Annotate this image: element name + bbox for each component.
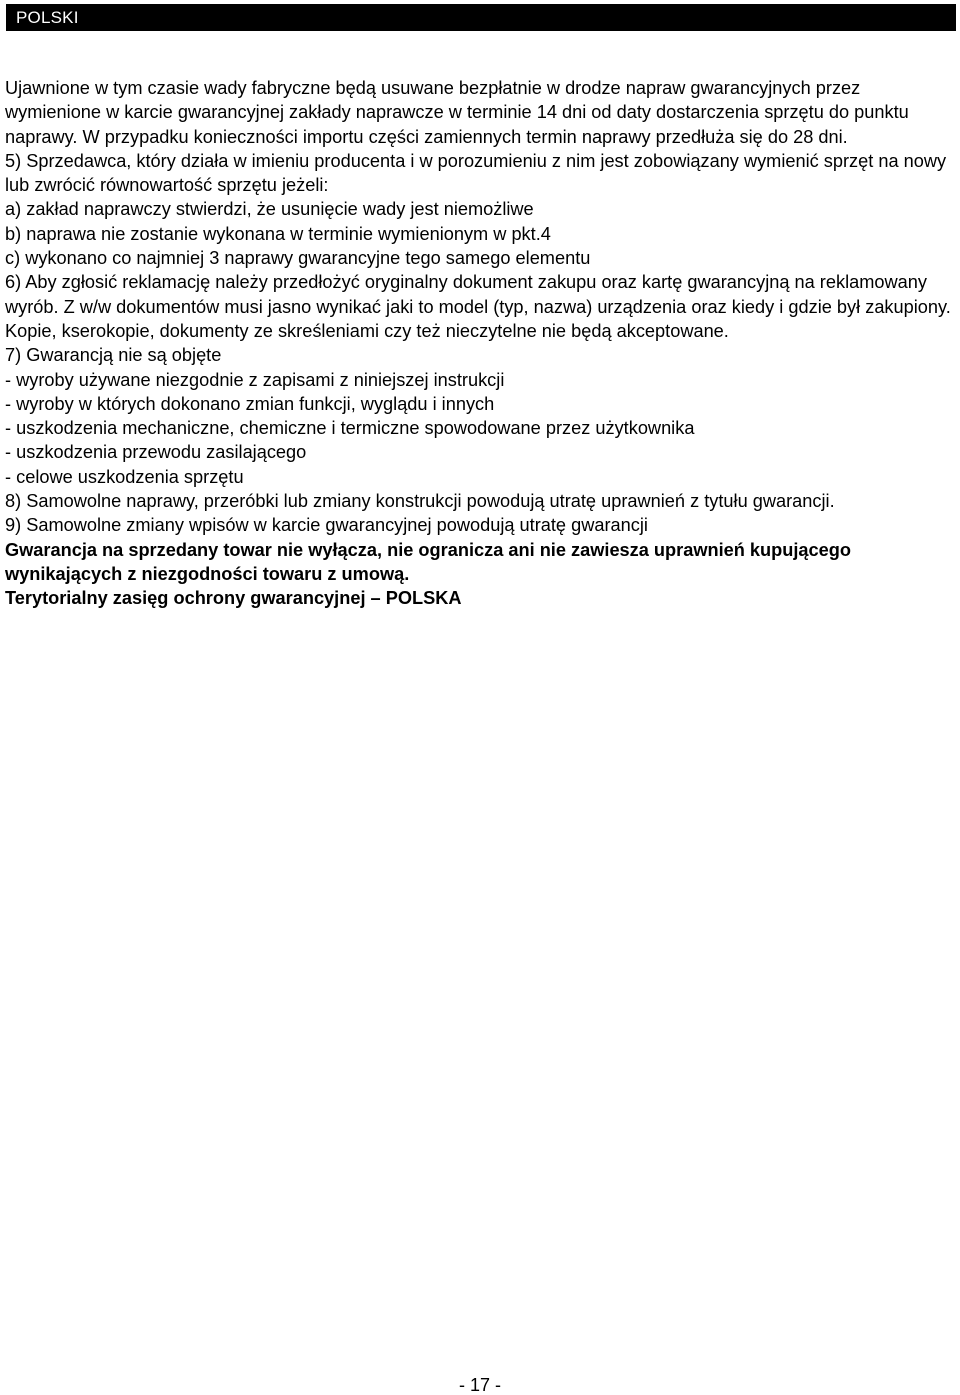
paragraph-seller-exchange: 5) Sprzedawca, który działa w imieniu producenta i w porozumieniu z nim jest zobowiązany wymienić sprzęt na nowy lub zwrócić równowartość sprzętu jeżeli: [5,150,947,196]
paragraph-complaint-documents: 6) Aby zgłosić reklamację należy przedłożyć oryginalny dokument zakupu oraz kartę gwarancyjną na reklamowany wyrób. Z w/w dokumentów musi jasno wynikać jaki to model (typ, nazwa) urządzenia oraz kiedy i gdzie był zakupiony. Kopie, kserokopie, dokumenty ze skreśleniami czy też nieczytelne nie będą akceptowane. [5,272,951,341]
paragraph-unauthorized-repairs: 8) Samowolne naprawy, przeróbki lub zmiany konstrukcji powodują utratę uprawnień z tytułu gwarancji. [5,491,835,512]
exclusion-item-damage: - uszkodzenia mechaniczne, chemiczne i termiczne spowodowane przez użytkownika [5,418,695,439]
bold-statement-consumer-rights: Gwarancja na sprzedany towar nie wyłącza, nie ogranicza ani nie zawiesza uprawnień kupującego wynikających z niezgodności towaru z umową. [5,539,851,584]
list-item-a: a) zakład naprawczy stwierdzi, że usunięcie wady jest niemożliwe [5,199,534,220]
paragraph-repair-terms: Ujawnione w tym czasie wady fabryczne będą usuwane bezpłatnie w drodze napraw gwarancyjnych przez wymienione w karcie gwarancyjnej zakłady naprawcze w terminie 14 dni od daty dostarczenia sprzętu do punktu naprawy. W przypadku konieczności importu części zamiennych termin naprawy przedłuża się do 28 dni. [5,78,909,147]
paragraph-exclusions-heading: 7) Gwarancją nie są objęte [5,345,222,366]
list-item-b: b) naprawa nie zostanie wykonana w terminie wymienionym w pkt.4 [5,223,551,244]
paragraph-unauthorized-entries: 9) Samowolne zmiany wpisów w karcie gwarancyjnej powodują utratę gwarancji [5,515,648,536]
warranty-terms-text [5,76,955,611]
exclusion-item-intentional: - celowe uszkodzenia sprzętu [5,466,244,487]
section-language-label: POLSKI [16,8,79,27]
list-item-c: c) wykonano co najmniej 3 naprawy gwarancyjne tego samego elementu [5,248,591,269]
language-header-bar [6,4,956,31]
exclusion-item-modifications: - wyroby w których dokonano zmian funkcji, wyglądu i innych [5,393,495,414]
bold-statement-territory: Terytorialny zasięg ochrony gwarancyjnej – POLSKA [5,588,462,609]
exclusion-item-misuse: - wyroby używane niezgodnie z zapisami z niniejszej instrukcji [5,369,505,390]
exclusion-item-power-cord: - uszkodzenia przewodu zasilającego [5,442,307,463]
page-number: - 17 - [458,1375,501,1395]
